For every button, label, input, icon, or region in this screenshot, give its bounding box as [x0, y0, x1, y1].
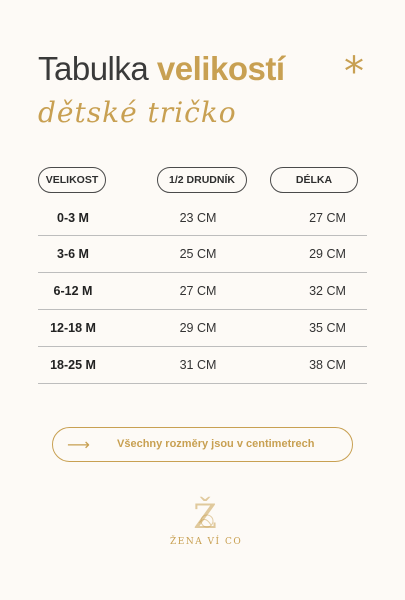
page-subtitle: dětské tričko	[38, 96, 237, 129]
length-cell: 27 CM	[309, 210, 346, 225]
units-note-button[interactable]	[52, 427, 353, 462]
size-cell: 3-6 M	[57, 247, 89, 261]
length-cell: 35 CM	[309, 321, 346, 335]
size-cell: 6-12 M	[53, 284, 93, 298]
units-note-label: Všechny rozměry jsou v centimetrech	[117, 438, 315, 450]
table-row	[38, 347, 367, 384]
size-table	[38, 200, 367, 384]
half-chest-cell: 29 CM	[179, 321, 217, 335]
table-row	[38, 236, 367, 273]
title-main: Tabulka	[38, 50, 157, 87]
half-chest-cell: 25 CM	[179, 247, 217, 261]
header-size: VELIKOST	[38, 167, 106, 193]
length-cell: 38 CM	[309, 358, 346, 372]
monogram-letter: Ž	[193, 497, 217, 535]
asterisk-icon: *	[344, 49, 364, 95]
arrow-right-icon: ⟶	[67, 435, 90, 454]
header-half-chest: 1/2 DRUDNÍK	[157, 167, 247, 193]
size-cell: 18-25 M	[50, 358, 96, 372]
brand-logo	[170, 495, 243, 547]
size-cell: 0-3 M	[57, 210, 89, 225]
table-row	[38, 200, 367, 236]
half-chest-cell: 31 CM	[179, 358, 217, 372]
length-cell: 32 CM	[309, 284, 346, 298]
header-length: DÉLKA	[270, 167, 358, 193]
brand-name: ŽENA VÍ CO	[170, 537, 243, 547]
monogram-icon	[187, 495, 223, 535]
size-cell: 12-18 M	[50, 321, 96, 335]
page-title	[38, 50, 285, 88]
table-row	[38, 310, 367, 347]
title-accent: velikostí	[156, 50, 285, 87]
length-cell: 29 CM	[309, 247, 346, 261]
table-row	[38, 273, 367, 310]
half-chest-cell: 23 CM	[179, 210, 217, 225]
half-chest-cell: 27 CM	[179, 284, 217, 298]
